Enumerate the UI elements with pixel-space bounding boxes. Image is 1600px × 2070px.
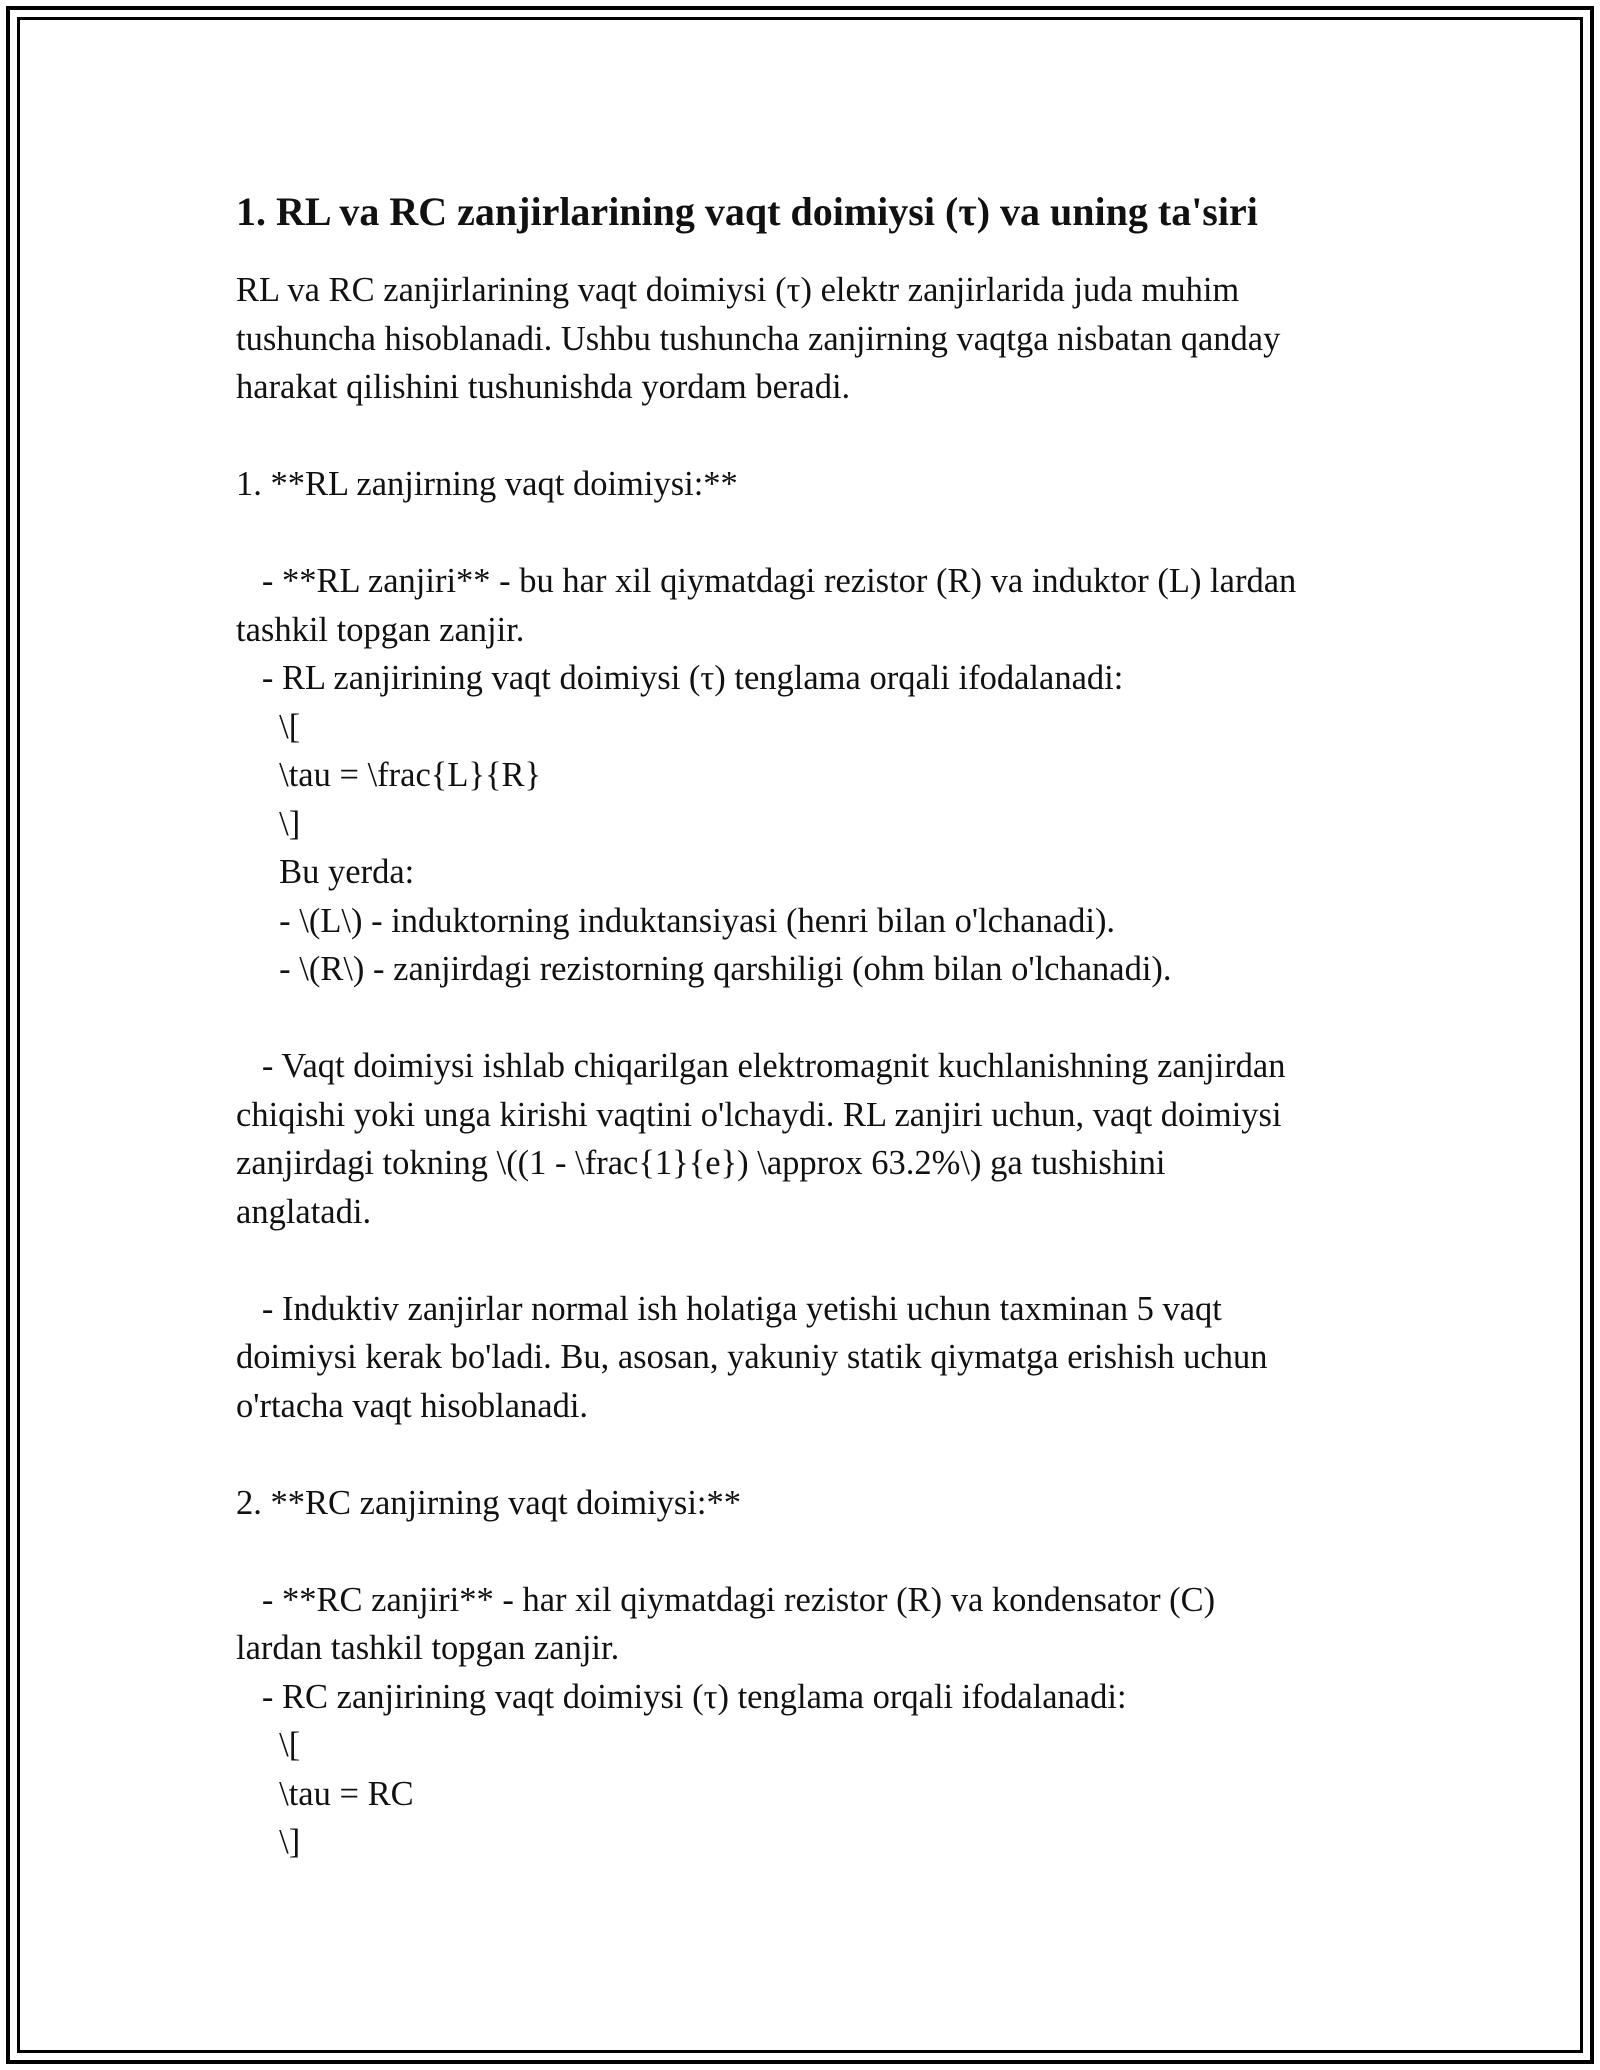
text-line: \[ — [236, 707, 301, 746]
document-title: 1. RL va RC zanjirlarining vaqt doimiysi (τ) va uning ta'siri — [236, 189, 1258, 234]
text-line: RL va RC zanjirlarining vaqt doimiysi (τ) elektr zanjirlarida juda muhim — [236, 271, 1240, 309]
text-line: \tau = RC — [236, 1774, 414, 1813]
text-line: - Vaqt doimiysi ishlab chiqarilgan elektromagnit kuchlanishning zanjirdan — [236, 1047, 1286, 1085]
text-line: \] — [236, 804, 301, 843]
text-line: zanjirdagi tokning \((1 - \frac{1}{e}) \approx 63.2%\) ga tushishini — [236, 1144, 1166, 1182]
text-line: - \(R\) - zanjirdagi rezistorning qarshiligi (ohm bilan o'lchanadi). — [236, 950, 1172, 988]
text-line: o'rtacha vaqt hisoblanadi. — [236, 1386, 589, 1425]
document-content — [236, 186, 1376, 1867]
blank-line — [236, 994, 1376, 1043]
text-line: 2. **RC zanjirning vaqt doimiysi:** — [236, 1483, 742, 1522]
text-line: - Induktiv zanjirlar normal ish holatiga yetishi uchun taxminan 5 vaqt — [236, 1289, 1222, 1328]
text-line: anglatadi. — [236, 1192, 372, 1231]
blank-line — [236, 509, 1376, 558]
text-line: 1. **RL zanjirning vaqt doimiysi:** — [236, 465, 738, 503]
text-line: \tau = \frac{L}{R} — [236, 756, 542, 794]
text-line: \[ — [236, 1726, 301, 1764]
text-line: lardan tashkil topgan zanjir. — [236, 1629, 620, 1667]
text-line: doimiysi kerak bo'ladi. Bu, asosan, yakuniy statik qiymatga erishish uchun — [236, 1338, 1268, 1376]
text-line: harakat qilishini tushunishda yordam beradi. — [236, 368, 851, 406]
text-line: \] — [236, 1823, 301, 1861]
text-line: - RL zanjirining vaqt doimiysi (τ) tenglama orqali ifodalanadi: — [236, 659, 1124, 697]
blank-line — [236, 1430, 1376, 1479]
text-line: Bu yerda: — [236, 853, 415, 891]
text-line: - **RC zanjiri** - har xil qiymatdagi rezistor (R) va kondensator (C) — [236, 1580, 1216, 1619]
blank-line — [236, 1236, 1376, 1285]
text-line: - \(L\) - induktorning induktansiyasi (henri bilan o'lchanadi). — [236, 901, 1116, 940]
text-line: chiqishi yoki unga kirishi vaqtini o'lchaydi. RL zanjiri uchun, vaqt doimiysi — [236, 1095, 1282, 1134]
text-line: - RC zanjirining vaqt doimiysi (τ) tenglama orqali ifodalanadi: — [236, 1677, 1127, 1716]
document-body — [236, 266, 1376, 1867]
blank-line — [236, 412, 1376, 461]
text-line: tashkil topgan zanjir. — [236, 610, 525, 649]
text-line: tushuncha hisoblanadi. Ushbu tushuncha zanjirning vaqtga nisbatan qanday — [236, 319, 1281, 358]
blank-line — [236, 1527, 1376, 1576]
text-line: - **RL zanjiri** - bu har xil qiymatdagi rezistor (R) va induktor (L) lardan — [236, 562, 1297, 600]
